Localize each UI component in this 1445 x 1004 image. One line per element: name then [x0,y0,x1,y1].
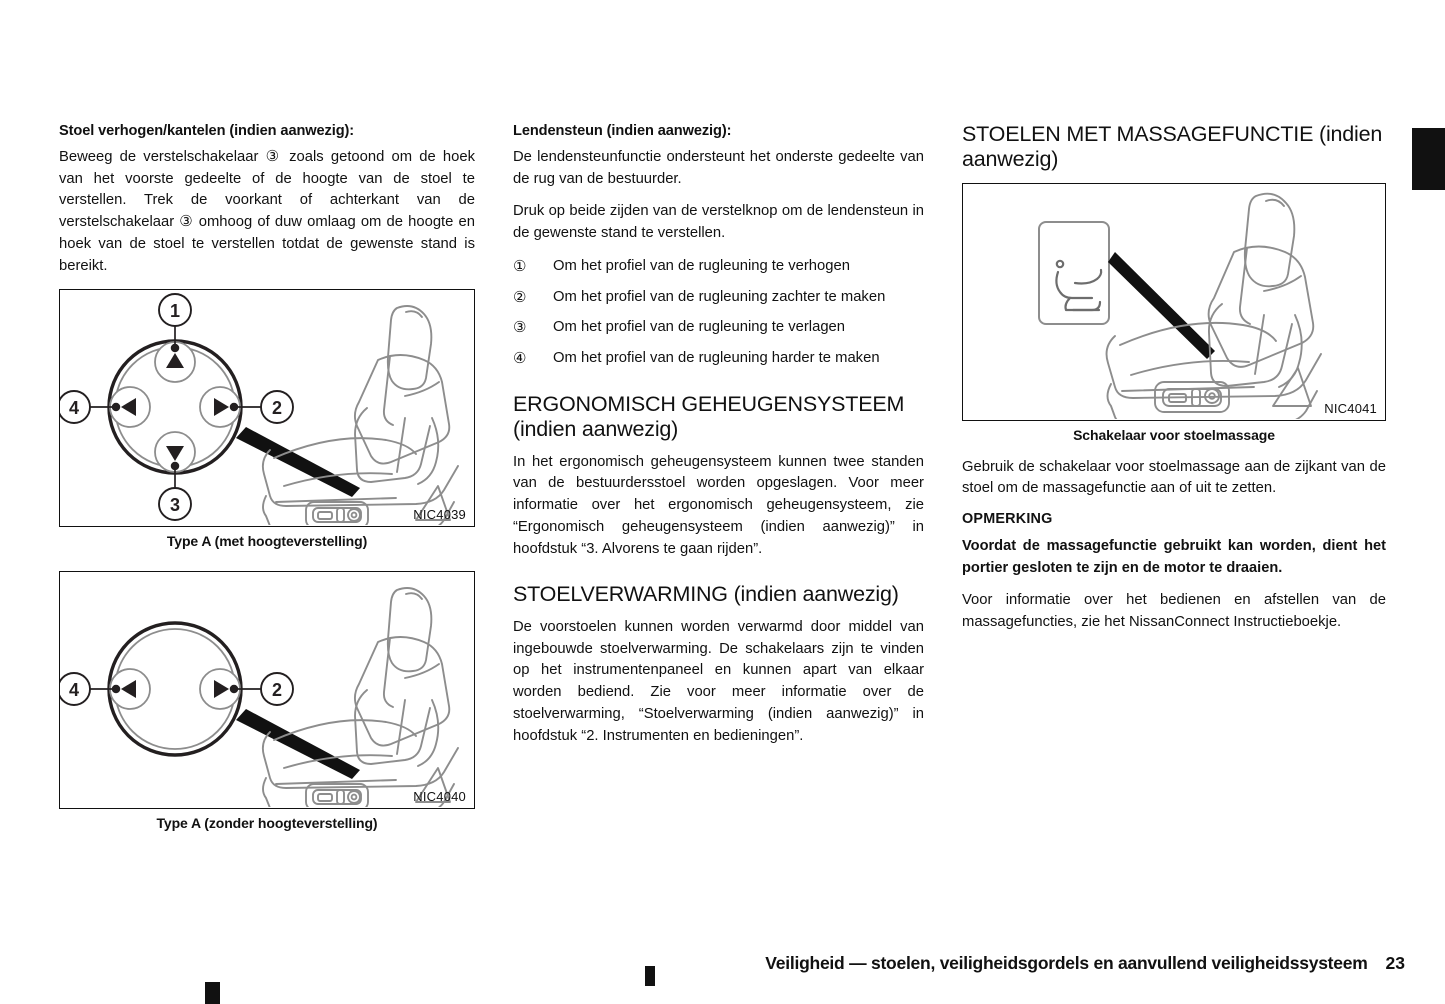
ergonomic-memory-heading: ERGONOMISCH GEHEUGENSYSTEEM (indien aanwezig) [513,391,905,442]
massage-paragraph-1: Gebruik de schakelaar voor stoelmassage aan de zijkant van de stoel om de massagefunctie aan of uit te zetten. [962,458,1386,497]
figure-2-code: NIC4040 [413,789,466,805]
note-label: OPMERKING [962,511,1053,528]
figure-2-illustration [60,572,474,807]
svg-text:1: 1 [169,301,181,322]
figure-1-wrapper [59,289,475,549]
list-text-3: Om het profiel van de rugleuning te verlagen [553,319,846,336]
list-marker-1: ① [513,257,527,275]
figure-1 [59,289,475,527]
lumbar-paragraph-1: De lendensteunfunctie ondersteunt het onderste gedeelte van de rug van de bestuurder. [513,148,924,187]
seat-heating-heading: STOELVERWARMING (indien aanwezig) [513,582,899,607]
figure-3 [962,183,1386,421]
figure-1-caption: Type A (met hoogteverstelling) [166,533,368,550]
figure-2-caption: Type A (zonder hoogteverstelling) [156,815,378,832]
list-marker-3: ③ [513,319,527,337]
svg-text:4: 4 [68,680,80,701]
figure-3-code: NIC4041 [1324,400,1377,416]
chapter-edge-tab [1412,128,1445,190]
left-heading: Stoel verhogen/kantelen (indien aanwezig): [59,123,355,139]
left-paragraph: Beweeg de verstelschakelaar ③ zoals getoond om de hoek van het voorste gedeelte of de hoogte van de stoel te verstellen. Trek de voorkant of achterkant van de verstelschakelaar ③ omhoog of duw omlaag om de hoogte en hoek van de stoel te verstellen totdat de gewenste stand is bereikt. [59,148,475,274]
figure-3-illustration [963,184,1385,419]
page-number: 23 [1385,953,1405,973]
massage-seats-heading: STOELEN MET MASSAGEFUNCTIE (indien aanwezig) [962,122,1383,172]
page-footer [0,953,1445,974]
svg-text:3: 3 [169,495,181,516]
seat-heating-paragraph: De voorstoelen kunnen worden verwarmd door middel van ingebouwde stoelverwarming. De schakelaars zijn te vinden op het instrumentenpaneel en kunnen apart van elkaar worden bediend. Zie voor meer informatie over de stoelverwarming, “Stoelverwarming (indien aanwezig)” in hoofdstuk “2. Instrumenten en bedieningen”. [513,618,924,744]
figure-1-illustration [60,290,474,525]
list-text-2: Om het profiel van de rugleuning zachter te maken [553,288,886,305]
massage-paragraph-2: Voor informatie over het bedienen en afstellen van de massagefuncties, zie het NissanConnect Instructieboekje. [962,592,1386,630]
ergonomic-memory-paragraph: In het ergonomisch geheugensysteem kunnen twee standen van de bestuurdersstoel worden opgeslagen. Voor meer informatie over het ergonomisch geheugensysteem, zie “Ergonomisch geheugensysteem (indien aanwezig)” in hoofdstuk “3. Alvorens te gaan rijden”. [513,453,924,557]
list-text-4: Om het profiel van de rugleuning harder te maken [553,350,880,367]
three-column-layout [59,122,1386,831]
middle-column [513,122,924,831]
figure-3-wrapper [962,183,1386,443]
list-item [513,256,924,278]
list-item [513,287,924,309]
lumbar-paragraph-2: Druk op beide zijden van de verstelknop om de lendensteun in de gewenste stand te verstellen. [513,203,924,242]
svg-text:4: 4 [68,398,80,419]
list-marker-4: ④ [513,350,527,368]
footer-chapter-title: Veiligheid — stoelen, veiligheidsgordels en aanvullend veiligheidssysteem [765,953,1368,973]
registration-mark-left [205,982,220,1004]
left-column [59,122,475,831]
list-item [513,348,924,370]
list-marker-2: ② [513,288,527,306]
right-column [962,122,1386,831]
svg-text:2: 2 [271,680,283,701]
list-item [513,317,924,339]
figure-2 [59,571,475,809]
figure-1-code: NIC4039 [413,507,466,523]
lumbar-heading: Lendensteun (indien aanwezig): [513,123,732,139]
lumbar-function-list [513,256,924,370]
figure-3-caption: Schakelaar voor stoelmassage [1073,426,1275,443]
figure-2-wrapper [59,571,475,831]
list-text-1: Om het profiel van de rugleuning te verhogen [553,257,850,274]
svg-text:2: 2 [271,398,283,419]
note-bold-text: Voordat de massagefunctie gebruikt kan worden, dient het portier gesloten te zijn en de motor te draaien. [962,538,1386,576]
